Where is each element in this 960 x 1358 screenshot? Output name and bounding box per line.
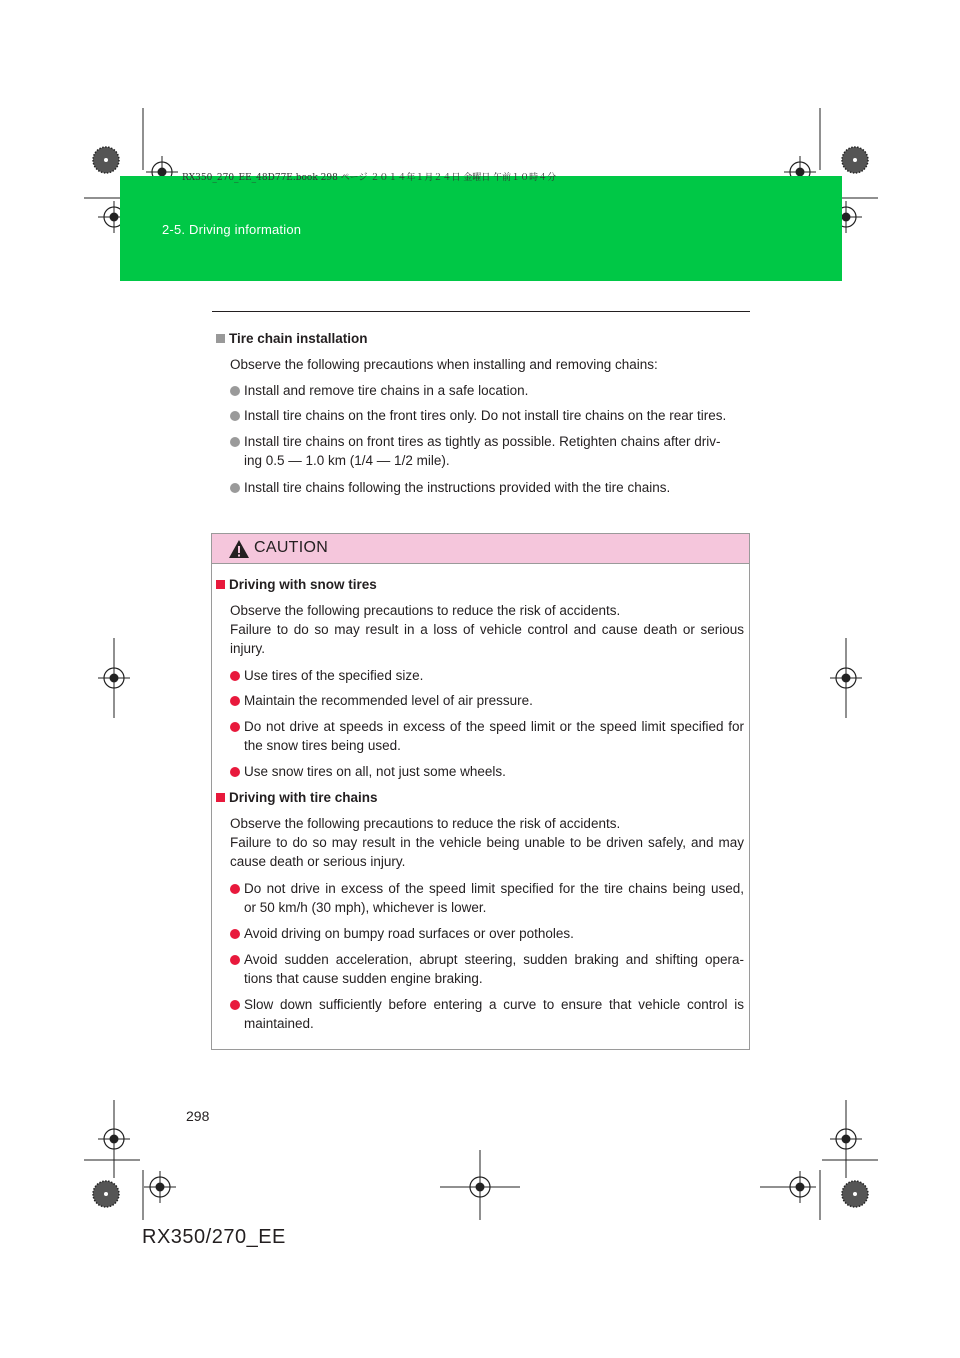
tire-chains-heading: Driving with tire chains (216, 788, 378, 807)
tire-chain-intro: Observe the following precautions when installing and removing chains: (230, 357, 658, 372)
round-bullet-icon (230, 1000, 240, 1010)
round-bullet-icon (230, 386, 240, 396)
snow-warning: Failure to do so may result in a loss of vehicle control and cause death or serious (230, 622, 744, 637)
list-item: Do not drive in excess of the speed limit specified for the tire chains being used, (230, 879, 744, 898)
warning-triangle-icon (228, 539, 250, 559)
list-item: Avoid driving on bumpy road surfaces or over potholes. (230, 924, 574, 943)
starburst-mark (842, 147, 868, 173)
list-item-continuation: maintained. (244, 1016, 314, 1031)
round-bullet-icon (230, 671, 240, 681)
tire-chain-heading: Tire chain installation (216, 329, 368, 348)
caution-label: CAUTION (254, 539, 329, 556)
list-item-continuation: ing 0.5 — 1.0 km (1/4 — 1/2 mile). (244, 453, 450, 468)
page-number: 298 (186, 1108, 210, 1124)
list-item-continuation: or 50 km/h (30 mph), whichever is lower. (244, 900, 487, 915)
round-bullet-icon (230, 767, 240, 777)
round-bullet-icon (230, 437, 240, 447)
snow-tires-heading: Driving with snow tires (216, 575, 377, 594)
model-code: RX350/270_EE (142, 1226, 286, 1248)
square-bullet-icon (216, 580, 225, 589)
section-title: 2-5. Driving information (162, 222, 302, 237)
square-bullet-icon (216, 793, 225, 802)
round-bullet-icon (230, 411, 240, 421)
list-item: Do not drive at speeds in excess of the speed limit or the speed limit specified for (230, 717, 744, 736)
list-item: Maintain the recommended level of air pressure. (230, 691, 533, 710)
list-item: Install and remove tire chains in a safe location. (230, 381, 528, 400)
chains-warning-continuation: cause death or serious injury. (230, 854, 406, 869)
list-item: Use snow tires on all, not just some wheels. (230, 762, 506, 781)
list-item: Install tire chains following the instructions provided with the tire chains. (230, 478, 670, 497)
round-bullet-icon (230, 722, 240, 732)
snow-intro: Observe the following precautions to reduce the risk of accidents. (230, 603, 621, 618)
list-item: Avoid sudden acceleration, abrupt steering, sudden braking and shifting opera- (230, 950, 744, 969)
chains-warning: Failure to do so may result in the vehicle being unable to be driven safely, and may (230, 835, 744, 850)
list-item-continuation: tions that cause sudden engine braking. (244, 971, 483, 986)
square-bullet-icon (216, 334, 225, 343)
round-bullet-icon (230, 696, 240, 706)
list-item: Install tire chains on front tires as tightly as possible. Retighten chains after driv- (230, 432, 720, 451)
registration-mark (144, 1171, 176, 1203)
chains-intro: Observe the following precautions to reduce the risk of accidents. (230, 816, 621, 831)
list-item: Use tires of the specified size. (230, 666, 423, 685)
list-item: Slow down sufficiently before entering a curve to ensure that vehicle control is (230, 995, 744, 1014)
starburst-mark (842, 1181, 868, 1207)
round-bullet-icon (230, 884, 240, 894)
round-bullet-icon (230, 483, 240, 493)
print-crop-note: RX350_270_EE_48D77E.book 298 ページ ２０１４年１月２４日 金曜日 午前１０時４分 (182, 173, 557, 183)
list-item: Install tire chains on the front tires only. Do not install tire chains on the rear tires. (230, 406, 726, 425)
divider-rule (212, 311, 750, 312)
starburst-mark (93, 147, 119, 173)
list-item-continuation: the snow tires being used. (244, 738, 401, 753)
round-bullet-icon (230, 955, 240, 965)
starburst-mark (93, 1181, 119, 1207)
snow-warning-continuation: injury. (230, 641, 266, 656)
round-bullet-icon (230, 929, 240, 939)
